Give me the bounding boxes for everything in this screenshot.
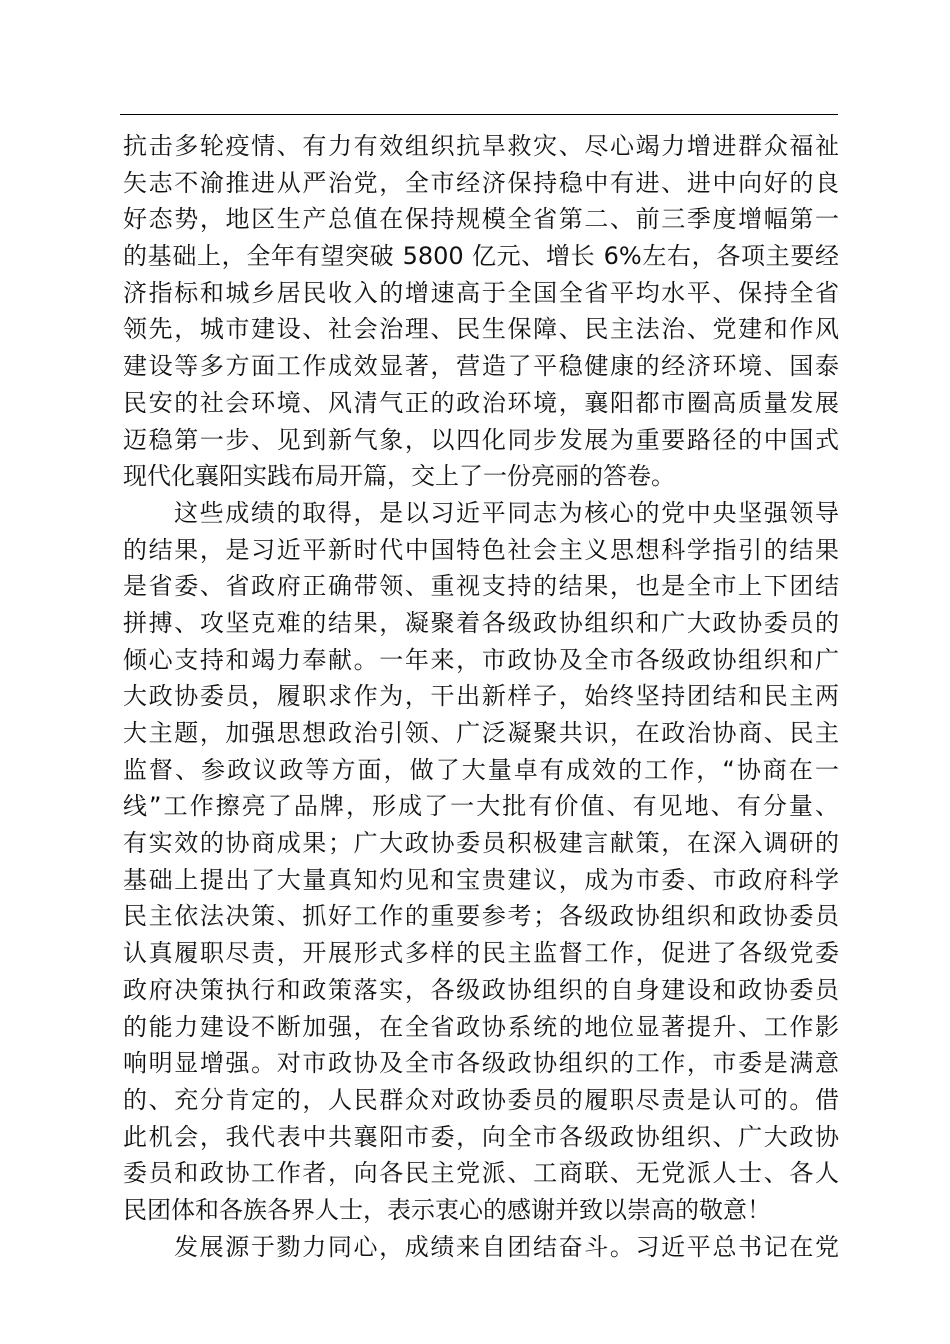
text-line: 济指标和城乡居民收入的增速高于全国全省平均水平、保持全省 <box>123 278 839 307</box>
text-line: 的基础上，全年有望突破 5800 亿元、增长 6%左右，各项主要经 <box>123 242 839 271</box>
document-body <box>123 128 839 1265</box>
text-line: 是省委、省政府正确带领、重视支持的结果，也是全市上下团结 <box>123 572 839 601</box>
text-line: 民主依法决策、抓好工作的重要参考；各级政协组织和政协委员 <box>123 902 839 931</box>
text-line: 迈稳第一步、见到新气象，以四化同步发展为重要路径的中国式 <box>123 425 839 454</box>
text-line: 好态势，地区生产总值在保持规模全省第二、前三季度增幅第一 <box>123 205 839 234</box>
text-line: 民安的社会环境、风清气正的政治环境，襄阳都市圈高质量发展 <box>123 388 839 417</box>
text-line: 倾心支持和竭力奉献。一年来，市政协及全市各级政协组织和广 <box>123 645 839 674</box>
text-line: 政府决策执行和政策落实，各级政协组织的自身建设和政协委员 <box>123 975 839 1004</box>
header-rule <box>120 114 838 115</box>
text-line: 矢志不渝推进从严治党，全市经济保持稳中有进、进中向好的良 <box>123 168 839 197</box>
text-line: 监督、参政议政等方面，做了大量卓有成效的工作，“协商在一 <box>123 755 839 784</box>
text-line: 大政协委员，履职求作为，干出新样子，始终坚持团结和民主两 <box>123 682 839 711</box>
text-line: 的能力建设不断加强，在全省政协系统的地位显著提升、工作影 <box>123 1012 839 1041</box>
text-line: 基础上提出了大量真知灼见和宝贵建议，成为市委、市政府科学 <box>123 865 839 894</box>
text-line: 委员和政协工作者，向各民主党派、工商联、无党派人士、各人 <box>123 1159 839 1188</box>
text-line: 认真履职尽责，开展形式多样的民主监督工作，促进了各级党委 <box>123 939 839 968</box>
text-line: 现代化襄阳实践布局开篇，交上了一份亮丽的答卷。 <box>123 462 675 491</box>
text-line: 的结果，是习近平新时代中国特色社会主义思想科学指引的结果 <box>123 535 839 564</box>
text-line: 大主题，加强思想政治引领、广泛凝聚共识，在政治协商、民主 <box>123 719 839 747</box>
paragraph-first-line: 发展源于勠力同心，成绩来自团结奋斗。习近平总书记在党 <box>174 1232 839 1261</box>
text-line: 有实效的协商成果；广大政协委员积极建言献策，在深入调研的 <box>123 829 839 858</box>
paragraph-first-line: 这些成绩的取得，是以习近平同志为核心的党中央坚强领导 <box>174 498 839 527</box>
text-line: 此机会，我代表中共襄阳市委，向全市各级政协组织、广大政协 <box>123 1122 839 1151</box>
text-line: 线”工作擦亮了品牌，形成了一大批有价值、有见地、有分量、 <box>123 792 839 821</box>
text-line: 响明显增强。对市政协及全市各级政协组织的工作，市委是满意 <box>123 1049 839 1078</box>
text-line: 建设等多方面工作成效显著，营造了平稳健康的经济环境、国泰 <box>123 352 839 381</box>
text-line: 抗击多轮疫情、有力有效组织抗旱救灾、尽心竭力增进群众福祉 <box>123 132 839 160</box>
text-line: 领先，城市建设、社会治理、民生保障、民主法治、党建和作风 <box>123 315 839 344</box>
text-line: 拼搏、攻坚克难的结果，凝聚着各级政协组织和广大政协委员的 <box>123 608 839 637</box>
text-line: 民团体和各族各界人士，表示衷心的感谢并致以崇高的敬意！ <box>123 1195 771 1224</box>
text-line: 的、充分肯定的，人民群众对政协委员的履职尽责是认可的。借 <box>123 1085 839 1114</box>
